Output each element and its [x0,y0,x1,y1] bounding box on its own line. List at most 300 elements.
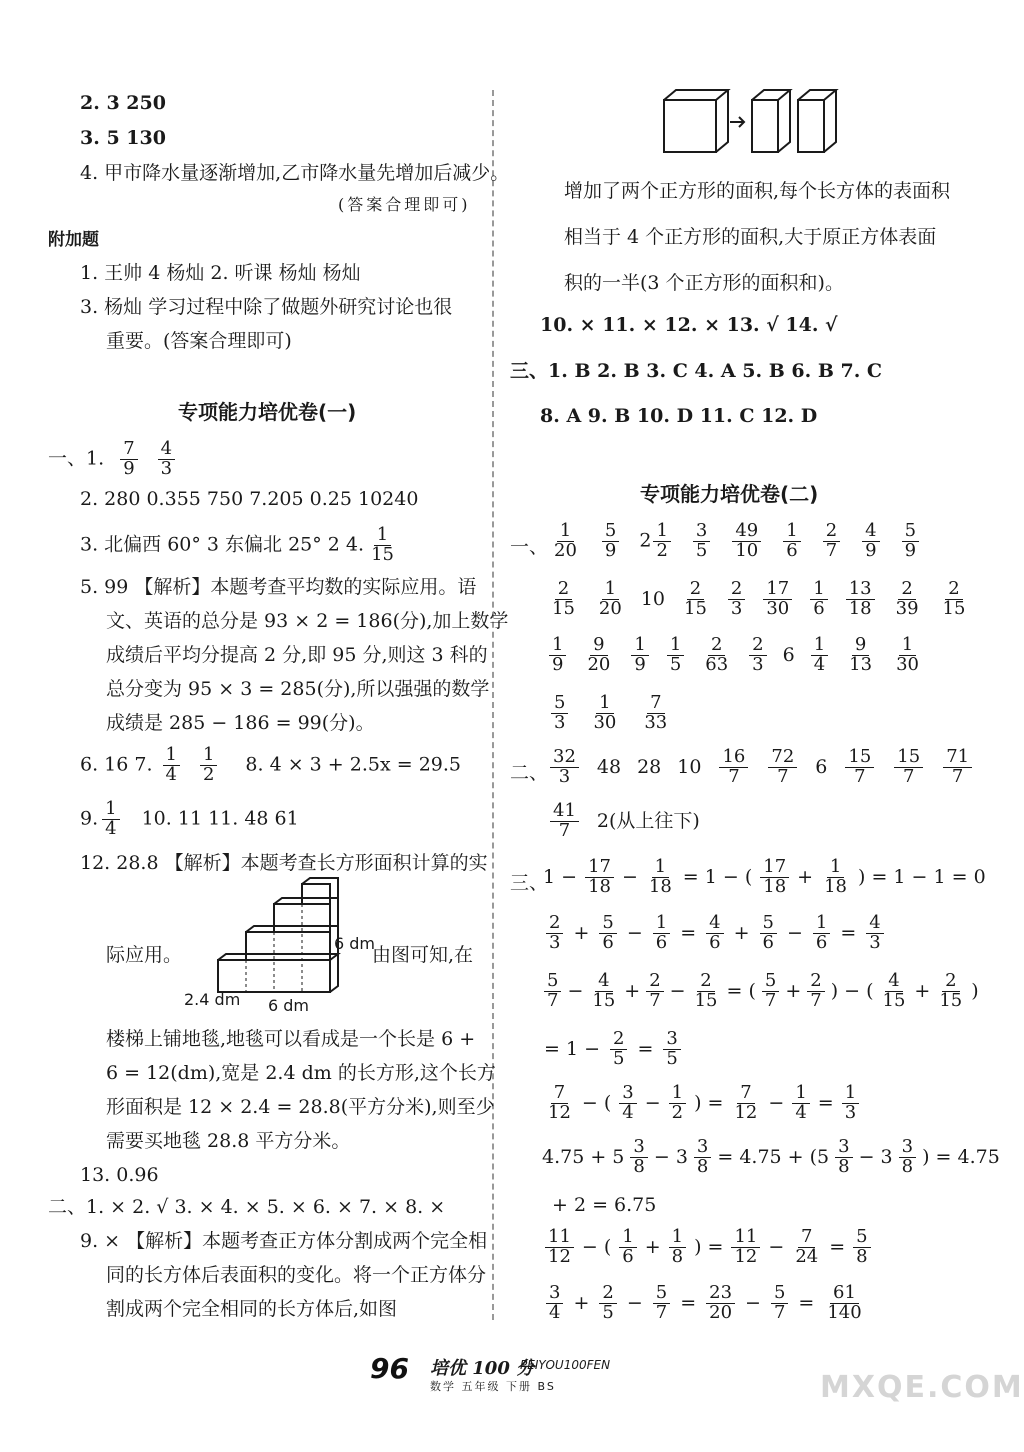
numerator: 2 [945,580,962,600]
numerator: 4 [885,972,902,992]
denominator: 33 [644,711,668,733]
math-text: ) = 1 − 1 = 0 [858,865,986,888]
fraction [597,1282,618,1323]
numerator: 11 [731,1228,760,1248]
numerator: 2 [823,522,840,542]
denominator: 4 [622,1101,634,1123]
math-text: = [798,1291,815,1314]
numerator: 3 [663,1030,680,1050]
fraction-body [551,522,580,561]
denominator: 6 [602,931,614,953]
fraction-body [631,636,648,675]
numerator: 9 [590,636,607,656]
math-text: + [733,921,750,944]
math-text: − [768,1091,785,1114]
fraction-body [762,972,779,1011]
denominator: 8 [696,1155,709,1177]
answer-line: 13. 0.96 [80,1164,159,1186]
numerator: 3 [899,1138,916,1158]
fraction-body [702,636,731,675]
fraction [582,634,615,675]
fraction-body [728,580,745,619]
numerator: 5 [760,914,777,934]
fraction-body [936,972,965,1011]
math-text: + [914,979,931,1002]
math-text: ) = 4.75 [922,1145,1000,1168]
numerator: 1 [669,1084,686,1104]
denominator: 8 [838,1155,850,1177]
fraction [667,1082,688,1123]
denominator: 63 [705,653,729,675]
denominator: 9 [904,539,917,561]
fraction [860,520,881,561]
fraction [617,1082,638,1123]
answer-line: 3. 北偏西 60° 3 东偏北 25° 2 4. $\frac{1}{15}$ [80,526,401,565]
numerator: 72 [768,748,797,768]
numerator: 5 [853,1228,870,1248]
numerator: 2 [728,580,745,600]
fraction-body [667,636,684,675]
fraction-body [862,522,879,561]
equation [540,858,989,897]
numerator: 1 [899,636,916,656]
denominator: 7 [764,989,777,1011]
numerator: 2 [610,1030,627,1050]
fraction [587,970,620,1011]
math-text: − [786,921,803,944]
section-label: 附加题 [48,230,99,250]
fraction [639,692,672,733]
answer-line: 重要。(答案合理即可) [106,330,292,352]
fraction [726,578,747,619]
fraction-row [540,522,930,561]
denominator: 15 [371,543,394,565]
fraction-body [760,914,777,953]
denominator: 6 [813,597,825,619]
fraction-body [749,636,766,675]
fraction [583,856,616,897]
denominator: 7 [951,765,964,787]
denominator: 7 [649,989,661,1011]
math-text: = [637,1037,654,1060]
answer-line: 总分变为 95 × 3 = 285(分),所以强强的数学 [106,678,490,700]
denominator: 6 [815,931,828,953]
fraction [844,578,877,619]
equation [540,1084,864,1123]
fraction-body [590,694,619,733]
math-text: 1 − [543,865,578,888]
numerator: 4 [158,440,175,460]
fraction-body [835,1138,852,1177]
denominator: 7 [810,989,822,1011]
answer-line: 2. 3 250 [80,92,166,114]
fraction [790,1082,811,1123]
denominator: 3 [554,711,566,733]
numerator: 17 [763,580,792,600]
fraction [934,970,967,1011]
denominator: 12 [548,1101,571,1123]
math-text: − ( [581,1091,612,1114]
fraction-body [940,580,969,619]
math-text: + [573,1291,590,1314]
fraction [809,634,830,675]
answer-line: 增加了两个正方形的面积,每个长方体的表面积 [564,180,951,202]
fraction [548,800,581,841]
equation [540,1284,871,1323]
fraction-body [619,1228,636,1267]
numerator: 2 [749,636,766,656]
math-text: 2(从上往下) [596,809,700,832]
fraction [629,634,650,675]
fraction-body [549,636,566,675]
section-title: 专项能力培优卷(一) [178,400,357,424]
denominator: 15 [882,989,906,1011]
fraction-body [894,748,923,787]
math-text: = 1 − [544,1037,601,1060]
numerator: 1 [653,914,670,934]
answer-line: 由图可知,在 [372,944,474,966]
fraction [100,798,121,839]
math-text: ) − ( [830,979,874,1002]
fraction [730,520,763,561]
answer-line: 12. 28.8 【解析】本题考查长方形面积计算的实 [80,852,488,874]
denominator: 4 [813,653,826,675]
fraction-body [549,580,578,619]
equation: + 2 = 6.75 [552,1194,657,1216]
denominator: 9 [865,539,877,561]
fraction-body [163,746,180,785]
book-info: 数学 五年级 下册 BS [430,1380,556,1393]
fraction [729,1226,762,1267]
fraction-body [584,636,613,675]
denominator: 4 [795,1101,807,1123]
denominator: 6 [709,931,721,953]
fraction [542,970,563,1011]
numerator: 3 [835,1138,852,1158]
fraction [900,520,921,561]
numerator: 23 [706,1284,735,1304]
numerator: 17 [760,858,789,878]
fraction-body [368,526,397,565]
fraction-body [771,1284,788,1323]
denominator: 5 [669,653,682,675]
numerator: 2 [687,580,704,600]
math-text: = ( [726,979,756,1002]
fraction [692,1136,713,1177]
answer-line: 9. × 【解析】本题考查正方体分割成两个完全相 [80,1230,488,1252]
numerator: 3 [630,1138,647,1158]
math-text: 10 [677,755,702,778]
numerator: 16 [719,748,748,768]
math-text: + [797,865,814,888]
numerator: 1 [602,580,619,600]
numerator: 1 [667,636,684,656]
fraction [594,578,627,619]
fraction [651,1282,672,1323]
fraction-body [551,694,568,733]
brand-english: PEIYOU100FEN [520,1358,611,1372]
denominator: 5 [602,1301,614,1323]
fraction [548,746,581,787]
fraction [543,1226,576,1267]
fraction-body [893,580,922,619]
fraction-body [842,1084,859,1123]
numerator: 3 [694,1138,711,1158]
equation [540,1138,1002,1177]
fraction-body [823,522,840,561]
fraction [665,634,686,675]
fraction-body [899,1138,916,1177]
denominator: 8 [856,1245,868,1267]
denominator: 5 [613,1047,625,1069]
fraction [892,746,925,787]
fraction-body [596,580,625,619]
fraction-body [546,914,563,953]
math-text: − [626,921,643,944]
fraction [729,1082,762,1123]
answer-line: 际应用。 [106,944,183,966]
numerator: 2 [807,972,824,992]
equation [540,914,890,953]
denominator: 3 [549,931,561,953]
numerator: 1 [549,636,566,656]
fraction-body [653,522,670,561]
math-text: − [644,1091,661,1114]
numerator: 1 [827,858,844,878]
fraction [608,1028,629,1069]
numerator: 3 [619,1084,636,1104]
fraction-body [706,914,723,953]
fraction [156,438,177,479]
answer-line: 1. 王帅 4 杨灿 2. 听课 杨灿 杨灿 [80,262,361,284]
denominator: 3 [844,1101,857,1123]
fraction [700,634,733,675]
denominator: 12 [734,1245,758,1267]
fraction [661,1028,682,1069]
numerator: 9 [852,636,869,656]
fraction-body [792,1228,821,1267]
denominator: 30 [593,711,617,733]
denominator: 9 [634,653,646,675]
whole-number: 2 [639,529,652,552]
denominator: 3 [752,653,764,675]
fraction-row [540,802,708,841]
fraction-body [646,972,663,1011]
fraction-body [120,440,137,479]
fraction [938,578,971,619]
denominator: 2 [656,539,668,561]
denominator: 4 [549,1301,561,1323]
denominator: 7 [728,765,740,787]
math-text: = [840,921,857,944]
numerator: 41 [550,802,579,822]
fraction [366,524,399,565]
dimension-label: 6 dm [334,934,376,953]
fraction [781,520,802,561]
fraction [617,1226,638,1267]
column-divider [492,90,494,1320]
numerator: 11 [545,1228,574,1248]
fraction-body [681,580,710,619]
fraction [897,1136,918,1177]
denominator: 4 [105,817,117,839]
answer-line: 二、1. × 2. √ 3. × 4. × 5. × 6. × 7. × 8. × [48,1196,446,1218]
math-text: = [817,1091,834,1114]
fraction-row [540,694,681,733]
answer-line: 9. $\frac{1}{4}$ 10. 11 11. 48 61 [80,798,299,839]
fraction [704,1282,737,1323]
fraction [840,1082,861,1123]
denominator: 15 [694,989,718,1011]
math-text: 6 [815,755,828,778]
fraction [679,578,712,619]
fraction [769,1282,790,1323]
numerator: 2 [646,972,663,992]
fraction [644,970,665,1011]
math-text: = 4.75 + (5 [717,1145,830,1168]
numerator: 4 [862,522,879,542]
denominator: 7 [773,1301,786,1323]
numerator: 49 [732,522,761,542]
fraction [790,1226,823,1267]
fraction [747,634,768,675]
math-text: + [624,979,641,1002]
fraction [717,746,750,787]
math-text: − 3 [653,1145,688,1168]
fraction [844,634,877,675]
denominator: 9 [604,539,617,561]
numerator: 2 [599,1284,616,1304]
fraction-body [846,636,875,675]
fraction [628,1136,649,1177]
denominator: 7 [655,1301,668,1323]
answer-line: 10. × 11. × 12. × 13. √ 14. √ [540,314,838,336]
math-text: − [621,865,638,888]
fraction-body [545,1228,574,1267]
numerator: 4 [595,972,612,992]
answer-line: 4. 甲市降水量逐渐增加,乙市降水量先增加后减少。 [80,162,510,184]
fraction [651,912,672,953]
equation [540,1228,876,1267]
fraction [644,856,677,897]
answer-line: 8. A 9. B 10. D 11. C 12. D [540,405,818,427]
equation [540,972,981,1011]
denominator: 15 [592,989,616,1011]
math-text: ) [971,979,979,1002]
fraction-body [102,800,119,839]
math-text: 4.75 + 5 [542,1145,625,1168]
fraction-body [693,522,710,561]
fraction [690,970,723,1011]
denominator: 20 [554,539,577,561]
equation [540,1030,687,1069]
math-text: − [768,1235,785,1258]
denominator: 20 [709,1301,733,1323]
numerator: 1 [200,746,217,766]
math-text: − [626,1291,643,1314]
numerator: 1 [163,746,180,766]
denominator: 7 [777,765,789,787]
numerator: 5 [599,914,616,934]
fraction-body [846,580,875,619]
fraction [941,746,974,787]
fraction-body [853,1228,870,1267]
fraction [543,1082,576,1123]
answer-line: 文、英语的总分是 93 × 2 = 186(分),加上数学 [106,610,509,632]
answer-line: 5. 99 【解析】本题考查平均数的实际应用。语 [80,576,477,598]
numerator: 5 [602,522,619,542]
fraction [600,520,621,561]
fraction-row [540,636,931,675]
fraction-body [544,972,561,1011]
fraction [549,520,582,561]
denominator: 4 [165,763,177,785]
math-text: ) = [694,1091,724,1114]
fraction [544,912,565,953]
fraction-body [663,1030,680,1069]
answer-line: 相当于 4 个正方形的面积,大于原正方体表面 [564,226,937,248]
page-number: 96 [370,1352,409,1385]
denominator: 13 [849,653,873,675]
fraction [864,912,885,953]
denominator: 30 [766,597,790,619]
numerator: 1 [652,858,669,878]
fraction [822,1282,866,1323]
numerator: 1 [842,1084,859,1104]
math-text: + [573,921,590,944]
fraction-body [602,522,619,561]
math-text: 6 [782,643,795,666]
fraction-body [902,522,919,561]
denominator: 2 [671,1101,684,1123]
fraction-body [763,580,792,619]
numerator: 2 [555,580,572,600]
answer-line: 楼梯上铺地毯,地毯可以看成是一个长是 6 + [106,1028,476,1050]
fraction [161,744,182,785]
section-label: 三、 [510,872,549,894]
math-text: − 3 [858,1145,893,1168]
denominator: 7 [854,765,866,787]
answer-line: 需要买地毯 28.8 平方分米。 [106,1130,351,1152]
numerator: 7 [120,440,137,460]
section-label: 一、 [510,536,549,558]
fraction-body [845,748,874,787]
fraction-body [610,1030,627,1069]
denominator: 6 [622,1245,634,1267]
numerator: 2 [697,972,714,992]
fraction [118,438,139,479]
numerator: 5 [544,972,561,992]
fraction [821,520,842,561]
denominator: 12 [734,1101,758,1123]
fraction-body [813,914,830,953]
answer-line: 同的长方体后表面积的变化。将一个正方体分 [106,1264,487,1286]
fraction-body [807,972,824,1011]
numerator: 5 [551,694,568,714]
fraction-body [545,1084,574,1123]
numerator: 5 [653,1284,670,1304]
fraction-body [669,1084,686,1123]
denominator: 18 [848,597,872,619]
numerator: 15 [845,748,874,768]
fraction [639,520,673,561]
fraction [547,634,568,675]
fraction [878,970,911,1011]
denominator: 6 [655,931,668,953]
numerator: 13 [846,580,875,600]
fraction [704,912,725,953]
fraction-body [811,636,828,675]
